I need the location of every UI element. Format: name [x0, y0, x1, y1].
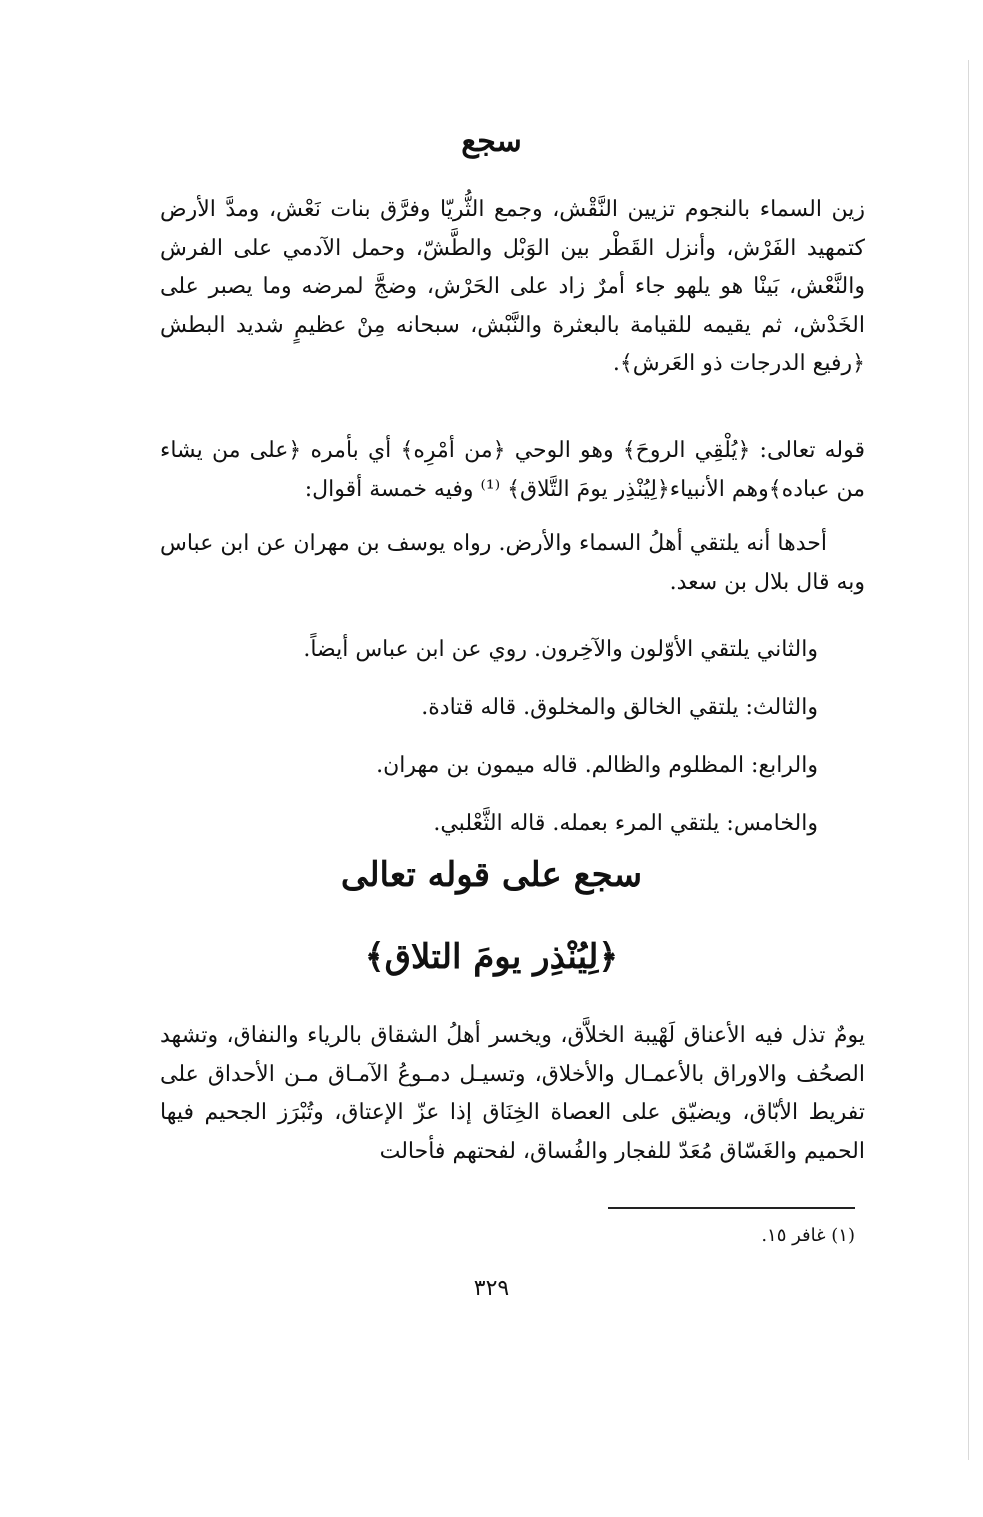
scan-edge-line	[968, 60, 969, 1460]
saying-fourth: والرابع: المظلوم والظالم. قاله ميمون بن مهران.	[376, 753, 818, 778]
footnote: (١) غافر ١٥.	[761, 1225, 855, 1246]
paragraph-day-of-meeting: يومٌ تذل فيه الأعناق لَهْيبة الخلاَّق، ويخسر أهلُ الشقاق بالرياء والنفاق، وتشهد الصحُف والاوراق بالأعمـال والأخلاق، وتسيـل دمـوعُ الآمـاق مـن الأحداق على تفريط الأبّاق، ويضيّق على العصاة الخِنَاق إذا عزّ الإعتاق، وتُبْرَز الجحيم فيها الحميم والغَسّاق مُعَدّ للفجار والفُساق، لفحتهم فأحالت	[160, 1023, 865, 1164]
paragraph-opening-rhymed-prose: زين السماء بالنجوم تزيين النَّقْش، وجمع الثُّريّا وفرَّق بنات نَعْش، ومدَّ الأرض كتمهيد الفَرْش، وأنزل القَطْر بين الوَبْل والطَّشّ، وحمل الآدمي على الفرش والنَّعْش، بَينْا هو يلهو جاء أمرٌ زاد على الحَرْش، وضجَّ لمرضه وما يصبر على الخَدْش، ثم يقيمه للقيامة بالبعثرة والنَّبْش، سبحانه مِنْ عظيمٍ شديد البطش ﴿رفيع الدرجات ذو العَرش﴾.	[160, 197, 865, 376]
saying-second: والثاني يلتقي الأوّلون والآخِرون. روي عن ابن عباس أيضاً.	[303, 637, 818, 662]
first-saying-text: أحدها أنه يلتقي أهلُ السماء والأرض. رواه يوسف بن مهران عن ابن عباس وبه قال بلال بن سعد.	[160, 531, 865, 595]
section-heading: سجع على قوله تعالى	[340, 855, 643, 895]
footnote-separator	[608, 1207, 855, 1209]
page-number: ٣٢٩	[473, 1276, 510, 1301]
saying-third: والثالث: يلتقي الخالق والمخلوق. قاله قتادة.	[421, 695, 818, 720]
sayings-list	[118, 625, 818, 857]
section-heading-verse: ﴿لِيُنْذِر يومَ التلاق﴾	[364, 937, 619, 977]
saying-fifth: والخامس: يلتقي المرء بعمله. قاله الثَّعْلبي.	[433, 811, 818, 836]
paragraph-verse-commentary: قوله تعالى: ﴿يُلْقِي الروحَ﴾ وهو الوحي ﴿من أمْرِه﴾ أي بأمره ﴿على من يشاء من عباده﴾وهم الأنبياء﴿لِيُنْذِر يومَ التَّلاق﴾ ⁽¹⁾ وفيه خمسة أقوال:	[160, 438, 865, 502]
page-title: سجع	[461, 124, 522, 159]
paragraph-first-saying	[160, 525, 865, 602]
